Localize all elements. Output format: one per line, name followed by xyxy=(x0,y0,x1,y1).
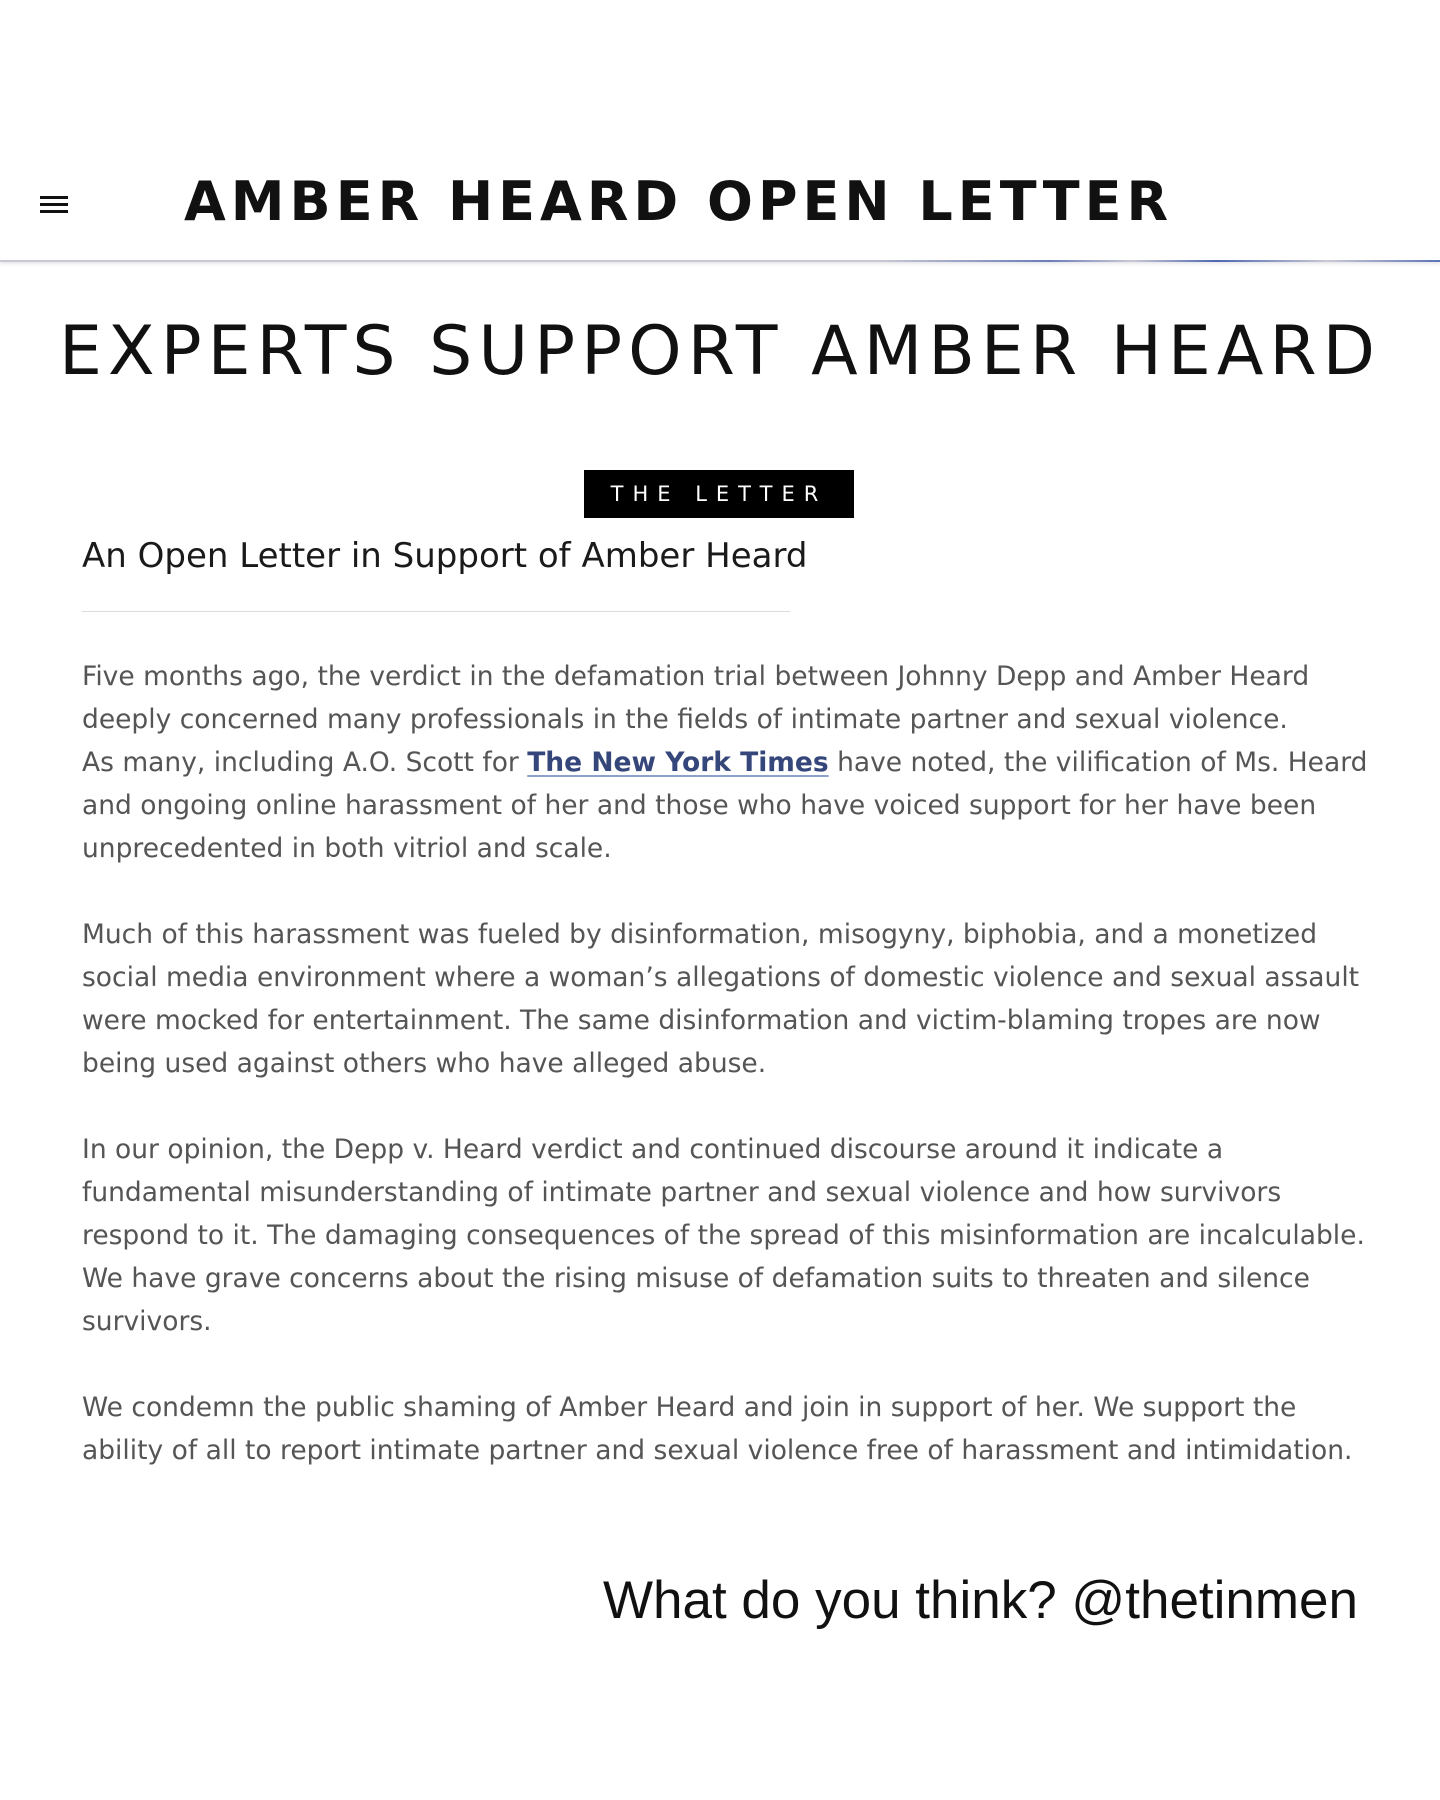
letter-paragraph-4 xyxy=(82,1386,1382,1472)
text-line: social media environment where a woman’s allegations of domestic violence and sexual assault xyxy=(82,962,1360,993)
text-line: and ongoing online harassment of her and those who have voiced support for her have been xyxy=(82,790,1317,821)
text-line: fundamental misunderstanding of intimate partner and sexual violence and how survivors xyxy=(82,1177,1282,1208)
text-line: being used against others who have alleged abuse. xyxy=(82,1048,767,1079)
text-line: unprecedented in both vitriol and scale. xyxy=(82,833,612,864)
menu-bar xyxy=(40,203,68,206)
text-line: We have grave concerns about the rising misuse of defamation suits to threaten and silence xyxy=(82,1263,1310,1294)
text-line: respond to it. The damaging consequences of the spread of this misinformation are incalculable. xyxy=(82,1220,1365,1251)
letter-paragraph-1 xyxy=(82,655,1382,870)
nyt-link[interactable]: The New York Times xyxy=(527,747,829,778)
site-title[interactable]: AMBER HEARD OPEN LETTER xyxy=(184,170,1174,233)
letter-title: An Open Letter in Support of Amber Heard xyxy=(82,536,808,576)
text-line: were mocked for entertainment. The same disinformation and victim-blaming tropes are now xyxy=(82,1005,1321,1036)
title-divider xyxy=(82,611,790,612)
text-fragment: have noted, the vilification of Ms. Heard xyxy=(828,747,1368,778)
text-fragment: As many, including A.O. Scott for xyxy=(82,747,528,778)
text-line: survivors. xyxy=(82,1306,212,1337)
headline: EXPERTS SUPPORT AMBER HEARD xyxy=(59,312,1381,391)
caption-text: What do you think? @thetinmen xyxy=(603,1571,1358,1630)
text-line: In our opinion, the Depp v. Heard verdict and continued discourse around it indicate a xyxy=(82,1134,1224,1165)
text-line: Five months ago, the verdict in the defamation trial between Johnny Depp and Amber Heard xyxy=(82,661,1310,692)
text-line: Much of this harassment was fueled by disinformation, misogyny, biphobia, and a monetized xyxy=(82,919,1318,950)
letter-body xyxy=(82,655,1382,1515)
header-accent-line xyxy=(880,260,1440,262)
section-badge: THE LETTER xyxy=(584,470,854,518)
text-line xyxy=(82,741,1382,784)
menu-bar xyxy=(40,196,68,199)
hamburger-menu-icon[interactable] xyxy=(40,192,72,220)
menu-bar xyxy=(40,210,68,213)
text-line: We condemn the public shaming of Amber Heard and join in support of her. We support the xyxy=(82,1392,1297,1423)
text-line: deeply concerned many professionals in the fields of intimate partner and sexual violence. xyxy=(82,704,1288,735)
letter-paragraph-3 xyxy=(82,1128,1382,1343)
site-header xyxy=(0,150,1440,262)
letter-paragraph-2 xyxy=(82,913,1382,1085)
text-line: ability of all to report intimate partner and sexual violence free of harassment and intimidation. xyxy=(82,1435,1353,1466)
